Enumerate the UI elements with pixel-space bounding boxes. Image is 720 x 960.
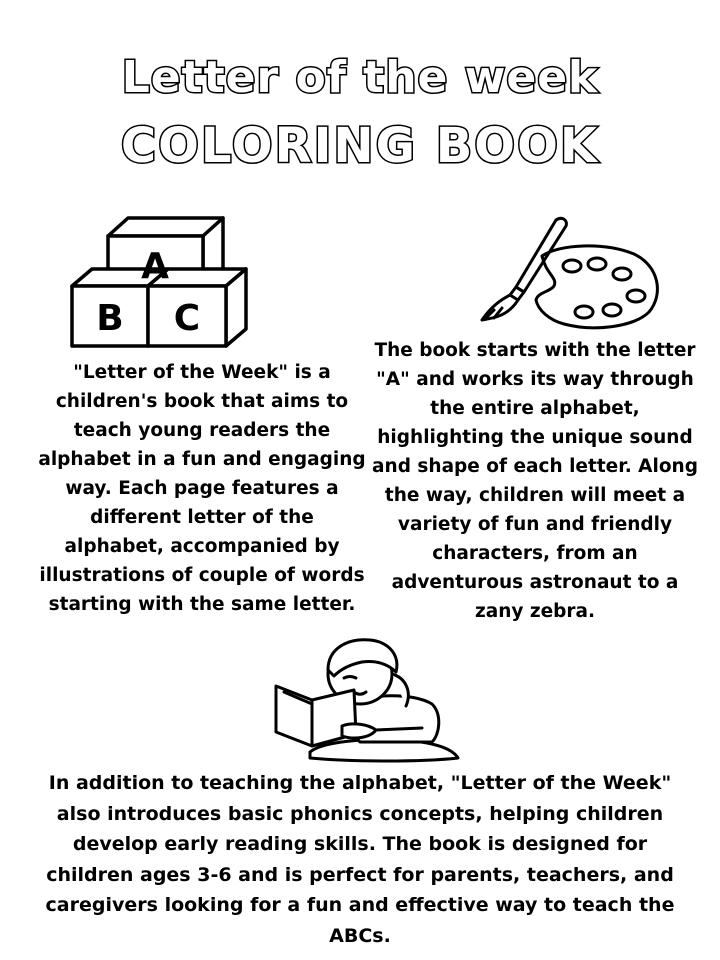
block-letter-a: A bbox=[141, 246, 169, 287]
block-letter-c: C bbox=[173, 298, 201, 339]
page-title: Letter of the week bbox=[121, 52, 599, 103]
block-letter-b: B bbox=[96, 298, 124, 339]
abc-blocks-icon bbox=[68, 214, 268, 354]
child-reading-book-icon bbox=[272, 634, 462, 764]
page-subtitle: COLORING BOOK bbox=[120, 118, 600, 174]
paint-palette-brush-icon bbox=[464, 214, 664, 334]
intro-paragraph: "Letter of the Week" is a children's book that aims to teach young readers the alphabet in a fun and engaging way. Each page features a different letter of the alphabet, accompanied by illustrations of couple of words starting with the same letter. bbox=[38, 362, 366, 615]
alphabet-paragraph: The book starts with the letter "A" and works its way through the entire alphabet, highlighting the unique sound and shape of each letter. Along the way, children will meet a variety of fun and friendly characters, from an adventurous astronaut to a zany zebra. bbox=[372, 340, 698, 622]
phonics-paragraph: In addition to teaching the alphabet, "Letter of the Week" also introduces basic phonics concepts, helping children develop early reading skills. The book is designed for children ages 3-6 and is perfect for parents, teachers, and caregivers looking for a fun and effective way to teach the ABCs. bbox=[45, 772, 675, 947]
